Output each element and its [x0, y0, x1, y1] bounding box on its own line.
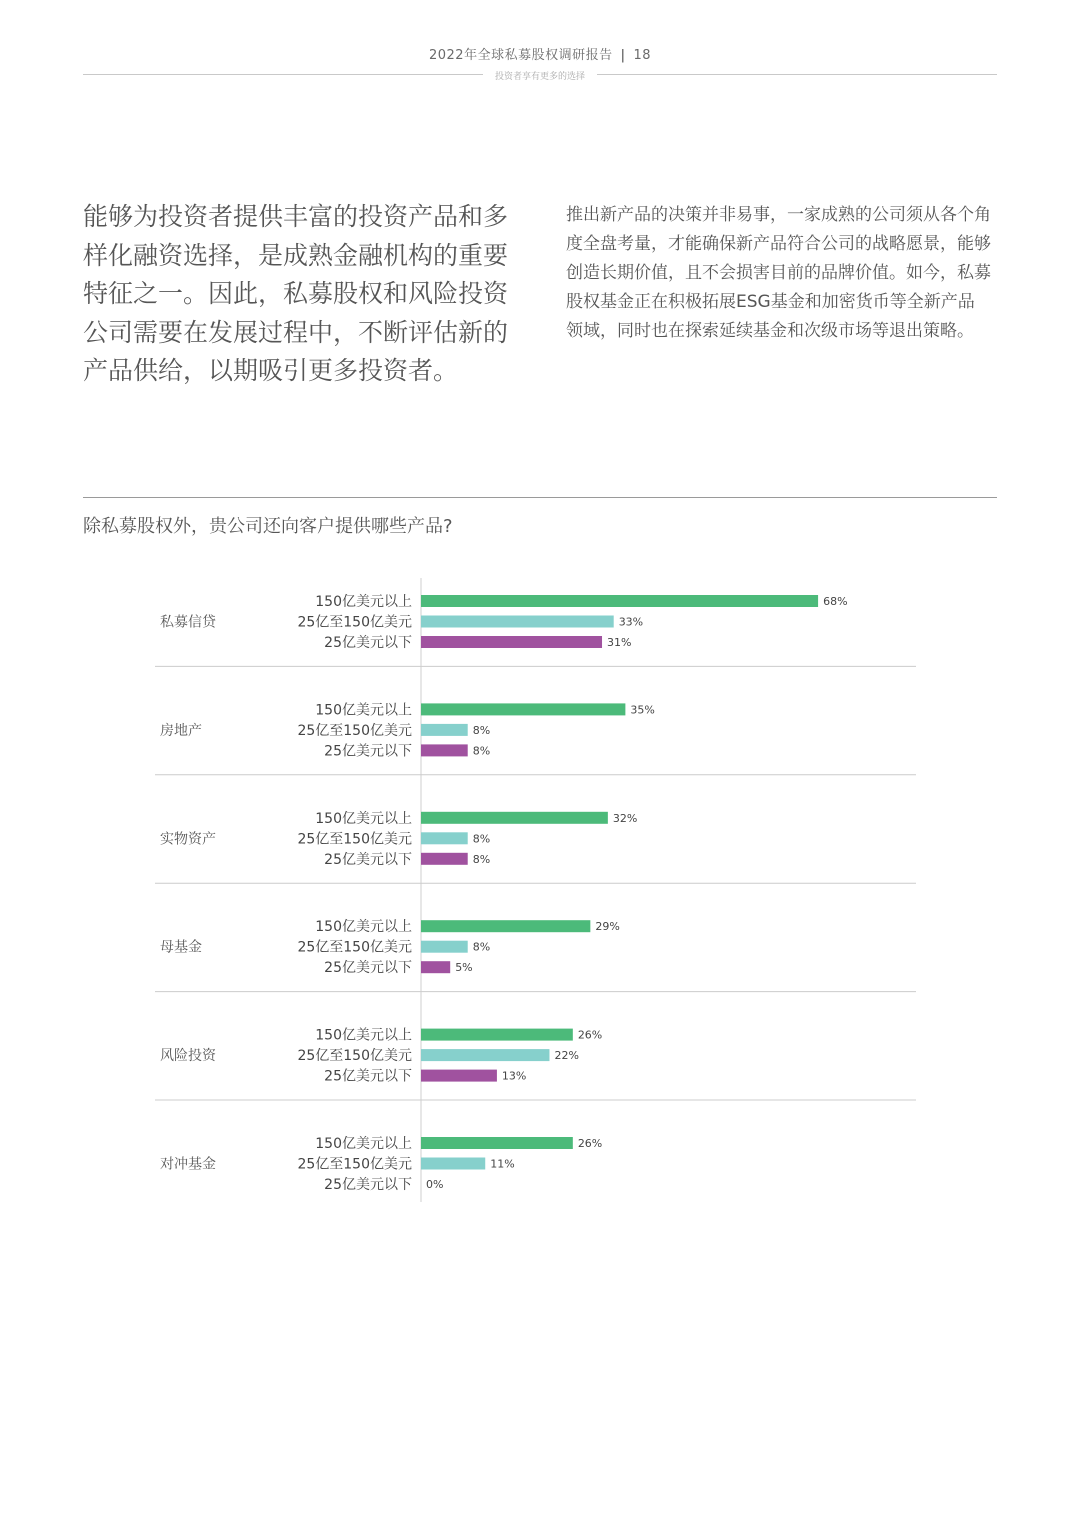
series-label: 150亿美元以上: [315, 594, 412, 610]
series-label: 25亿美元以下: [324, 1177, 412, 1193]
value-label: 0%: [426, 1178, 444, 1191]
value-label: 35%: [630, 703, 655, 717]
bar: [421, 1029, 573, 1041]
bar: [421, 1137, 573, 1149]
bar: [421, 636, 602, 648]
value-label: 8%: [472, 852, 491, 866]
value-label: 5%: [455, 961, 473, 975]
header-separator: |: [620, 48, 626, 63]
value-label: 8%: [472, 940, 491, 954]
bar: [421, 853, 468, 865]
section-subtitle: 投资者享有更多的选择: [494, 72, 585, 82]
value-label: 29%: [595, 920, 620, 934]
category-label: 房地产: [160, 722, 202, 739]
report-title: 2022年全球私募股权调研报告: [428, 48, 613, 63]
series-label: 25亿至150亿美元: [297, 831, 412, 848]
category-label: 对冲基金: [160, 1156, 216, 1173]
series-label: 25亿美元以下: [324, 743, 412, 760]
series-label: 150亿美元以上: [315, 919, 412, 936]
page-number: 18: [633, 48, 652, 63]
bar: [421, 595, 818, 607]
bar: [421, 1049, 549, 1061]
bar: [421, 1070, 497, 1082]
section-divider: [83, 497, 997, 498]
value-label: 26%: [577, 1028, 603, 1042]
bar: [421, 920, 590, 932]
value-label: 68%: [823, 595, 848, 608]
bar: [421, 744, 468, 756]
series-label: 25亿至150亿美元: [297, 1156, 412, 1173]
lead-paragraph: 能够为投资者提供丰富的投资产品和多样化融资选择，是成熟金融机构的重要特征之一。因此，私募股权和风险投资公司需要在发展过程中，不断评估新的产品供给，以期吸引更多投资者。: [83, 202, 509, 385]
series-label: 150亿美元以上: [315, 1027, 412, 1044]
bar: [421, 961, 450, 973]
category-label: 实物资产: [160, 831, 216, 848]
value-label: 8%: [472, 744, 491, 758]
series-label: 25亿至150亿美元: [297, 722, 412, 739]
series-label: 25亿至150亿美元: [297, 614, 412, 631]
value-label: 11%: [490, 1157, 515, 1171]
value-label: 32%: [612, 811, 638, 825]
category-label: 私募信贷: [160, 614, 216, 631]
category-label: 母基金: [160, 939, 202, 956]
category-label: 风险投资: [160, 1048, 216, 1065]
bar: [421, 941, 468, 953]
series-label: 25亿美元以下: [324, 960, 412, 977]
value-label: 33%: [618, 615, 644, 629]
body-paragraph: 推出新产品的决策并非易事，一家成熟的公司须从各个角度全盘考量，才能确保新产品符合公司的战略愿景，能够创造长期价值，且不会损害目前的品牌价值。如今，私募股权基金正在积极拓展ESG基金和加密货币等全新产品领域，同时也在探索延续基金和次级市场等退出策略。: [566, 205, 991, 341]
series-label: 150亿美元以上: [315, 1136, 412, 1152]
page-header: [0, 44, 1080, 63]
bar: [421, 832, 468, 844]
value-label: 31%: [607, 636, 632, 649]
series-label: 25亿美元以下: [324, 851, 412, 868]
series-label: 150亿美元以上: [315, 810, 412, 827]
value-label: 8%: [472, 723, 491, 737]
value-label: 8%: [472, 832, 491, 846]
series-label: 25亿至150亿美元: [297, 1048, 412, 1065]
series-label: 25亿至150亿美元: [297, 939, 412, 956]
value-label: 13%: [501, 1069, 527, 1083]
series-label: 25亿美元以下: [324, 635, 412, 651]
bar: [421, 812, 608, 824]
bar: [421, 724, 468, 736]
series-label: 25亿美元以下: [324, 1068, 412, 1085]
value-label: 22%: [554, 1049, 579, 1063]
bar: [421, 616, 614, 628]
bar-chart: [0, 560, 1080, 1220]
value-label: 26%: [577, 1137, 603, 1150]
bar: [421, 703, 625, 715]
series-label: 150亿美元以上: [315, 702, 412, 719]
bar: [421, 1158, 485, 1170]
chart-question: 除私募股权外，贵公司还向客户提供哪些产品?: [83, 516, 453, 537]
